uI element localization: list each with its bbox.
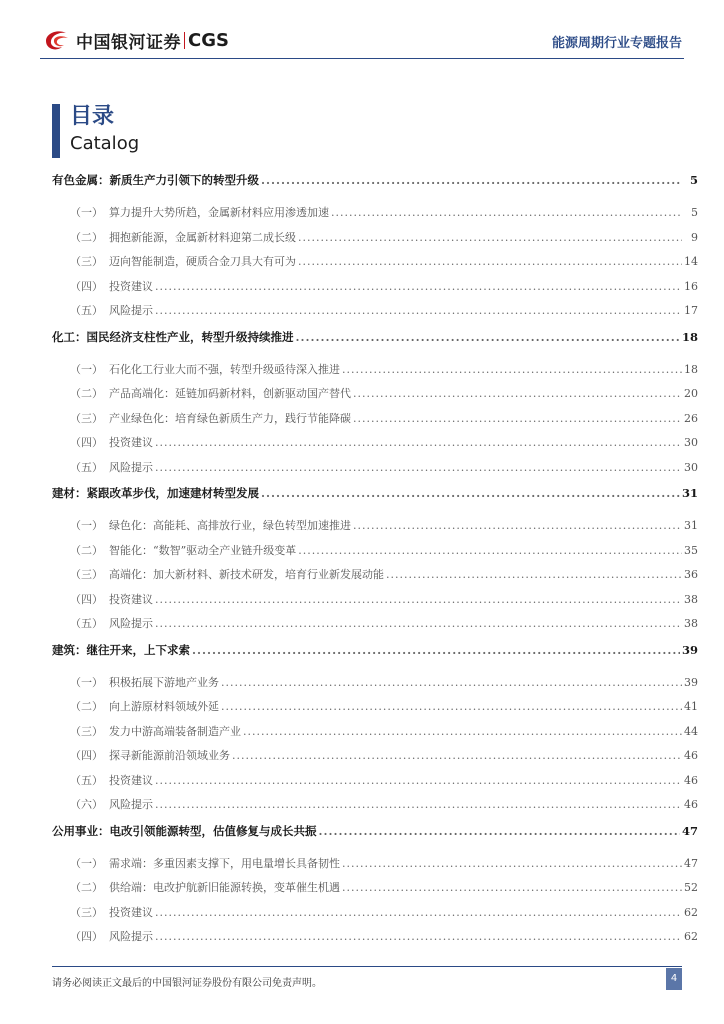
toc-item-title: 积极拓展下游地产业务 (109, 675, 219, 689)
toc-item-entry[interactable] (52, 278, 698, 303)
footer-divider (52, 966, 682, 967)
toc-spacer (52, 847, 698, 855)
toc-section-entry[interactable] (52, 172, 698, 196)
toc-item-title: 供给端：电改护航新旧能源转换，变革催生机遇 (109, 881, 340, 894)
toc-item-page: 30 (684, 436, 698, 449)
toc-section (52, 823, 698, 955)
toc-item-page: 20 (684, 387, 698, 400)
toc-spacer (52, 196, 698, 204)
toc-item-title: 风险提示 (109, 798, 153, 811)
toc-item-page: 38 (684, 592, 698, 606)
toc-item-entry[interactable] (52, 566, 698, 591)
toc-leader (155, 593, 682, 606)
table-of-contents (52, 172, 698, 955)
toc-item-title: 风险提示 (109, 930, 153, 943)
toc-item-entry[interactable] (52, 459, 698, 484)
toc-section-title: 公用事业：电改引领能源转型，估值修复与成长共振 (52, 823, 317, 838)
toc-leader (155, 906, 682, 919)
toc-section-entry[interactable] (52, 642, 698, 666)
toc-item-title: 石化化工行业大而不强，转型升级亟待深入推进 (109, 362, 340, 376)
toc-item-page: 44 (684, 724, 698, 738)
toc-item-entry[interactable] (52, 385, 698, 410)
toc-item-entry[interactable] (52, 542, 698, 567)
toc-leader (298, 231, 682, 244)
toc-section-entry[interactable] (52, 823, 698, 847)
toc-item-title: 产业绿色化：培育绿色新质生产力，践行节能降碳 (109, 411, 351, 425)
toc-item-number: （四） (70, 279, 103, 293)
toc-item-number: （四） (70, 930, 103, 943)
toc-item-page: 36 (684, 568, 698, 581)
toc-item-page: 14 (684, 255, 698, 268)
toc-item-entry[interactable] (52, 302, 698, 327)
toc-item-entry[interactable] (52, 204, 698, 229)
toc-leader (155, 774, 682, 787)
toc-item-entry[interactable] (52, 723, 698, 748)
toc-leader (155, 436, 682, 449)
toc-item-title: 智能化：“数智”驱动全产业链升级变革 (109, 543, 297, 557)
toc-item-entry[interactable] (52, 253, 698, 278)
toc-item-title: 投资建议 (109, 279, 153, 293)
toc-leader (353, 387, 682, 400)
toc-item-number: （一） (70, 206, 103, 219)
toc-item-entry[interactable] (52, 747, 698, 772)
toc-section (52, 642, 698, 823)
toc-item-page: 46 (684, 749, 698, 762)
toc-item-entry[interactable] (52, 410, 698, 435)
toc-item-number: （五） (70, 617, 103, 630)
toc-leader (319, 824, 680, 838)
toc-item-number: （五） (70, 460, 103, 474)
toc-item-page: 30 (684, 460, 698, 474)
toc-leader (155, 930, 682, 943)
toc-leader (243, 725, 682, 738)
toc-item-entry[interactable] (52, 772, 698, 797)
toc-item-number: （六） (70, 798, 103, 811)
toc-item-page: 16 (684, 279, 698, 293)
toc-item-page: 46 (684, 798, 698, 811)
toc-item-title: 需求端：多重因素支撑下，用电量增长具备韧性 (109, 856, 340, 870)
toc-item-title: 产品高端化：延链加码新材料，创新驱动国产替代 (109, 387, 351, 400)
toc-item-page: 46 (684, 773, 698, 787)
toc-leader (261, 486, 680, 500)
toc-item-page: 47 (684, 856, 698, 870)
toc-item-page: 41 (684, 700, 698, 713)
toc-section (52, 172, 698, 329)
toc-item-entry[interactable] (52, 591, 698, 616)
toc-spacer (52, 509, 698, 517)
footer-disclaimer: 请务必阅读正文最后的中国银河证券股份有限公司免责声明。 (52, 978, 322, 989)
toc-item-page: 52 (684, 881, 698, 894)
toc-leader (353, 519, 682, 532)
page-number: 4 (666, 968, 682, 990)
toc-section-entry[interactable] (52, 329, 698, 353)
toc-leader (342, 363, 682, 376)
toc-spacer (52, 353, 698, 361)
toc-item-title: 风险提示 (109, 460, 153, 474)
toc-leader (155, 280, 682, 293)
toc-leader (261, 173, 682, 187)
toc-item-page: 62 (684, 930, 698, 943)
toc-item-number: （三） (70, 724, 103, 738)
toc-leader (342, 881, 682, 894)
toc-section-page: 5 (689, 173, 698, 187)
toc-item-number: （三） (70, 568, 103, 581)
page-header (0, 0, 724, 70)
toc-spacer (52, 666, 698, 674)
toc-item-page: 17 (684, 304, 698, 317)
toc-item-entry[interactable] (52, 229, 698, 254)
toc-section-page: 47 (681, 823, 698, 838)
toc-item-page: 31 (684, 519, 698, 532)
toc-item-page: 62 (684, 905, 698, 919)
toc-leader (331, 206, 682, 219)
toc-section-page: 31 (681, 486, 698, 500)
toc-item-page: 26 (684, 411, 698, 425)
toc-section-page: 18 (681, 329, 698, 344)
toc-leader (155, 461, 682, 474)
toc-item-number: （一） (70, 675, 103, 689)
toc-item-entry[interactable] (52, 855, 698, 880)
toc-item-number: （五） (70, 304, 103, 317)
toc-item-number: （二） (70, 543, 103, 557)
toc-section (52, 329, 698, 486)
toc-item-page: 38 (684, 617, 698, 630)
toc-item-title: 风险提示 (109, 304, 153, 317)
toc-leader (155, 304, 682, 317)
toc-leader (342, 857, 682, 870)
toc-leader (298, 255, 682, 268)
toc-item-number: （二） (70, 387, 103, 400)
toc-item-title: 投资建议 (109, 436, 153, 449)
report-type: 能源周期行业专题报告 (551, 36, 682, 51)
toc-leader (155, 617, 682, 630)
toc-leader (221, 676, 682, 689)
toc-section-title: 有色金属：新质生产力引领下的转型升级 (52, 173, 259, 187)
toc-item-title: 拥抱新能源，金属新材料迎第二成长级 (109, 230, 296, 244)
toc-leader (221, 700, 682, 713)
toc-item-title: 发力中游高端装备制造产业 (109, 724, 241, 738)
toc-item-title: 风险提示 (109, 617, 153, 630)
toc-item-entry[interactable] (52, 517, 698, 542)
toc-item-number: （四） (70, 592, 103, 606)
header-divider (40, 58, 684, 59)
brand-logo (42, 27, 229, 53)
toc-item-number: （三） (70, 255, 103, 268)
toc-item-entry[interactable] (52, 796, 698, 821)
toc-leader (296, 330, 680, 344)
toc-item-entry[interactable] (52, 434, 698, 459)
toc-item-number: （二） (70, 230, 103, 244)
toc-leader (353, 412, 682, 425)
toc-title-en: Catalog (70, 133, 140, 154)
toc-item-page: 9 (691, 230, 698, 244)
toc-item-entry[interactable] (52, 904, 698, 929)
toc-item-title: 绿色化：高能耗、高排放行业，绿色转型加速推进 (109, 519, 351, 532)
toc-item-page: 18 (684, 362, 698, 376)
toc-item-entry[interactable] (52, 928, 698, 953)
toc-item-number: （一） (70, 856, 103, 870)
toc-item-number: （四） (70, 749, 103, 762)
toc-item-entry[interactable] (52, 615, 698, 640)
toc-item-title: 向上游原材料领域外延 (109, 700, 219, 713)
toc-item-title: 投资建议 (109, 592, 153, 606)
toc-item-title: 探寻新能源前沿领域业务 (109, 749, 230, 762)
toc-item-page: 35 (684, 543, 698, 557)
toc-section-page: 39 (681, 642, 698, 657)
toc-item-number: （三） (70, 411, 103, 425)
toc-item-page: 5 (691, 206, 698, 219)
toc-title-cn: 目录 (70, 104, 115, 129)
toc-item-title: 投资建议 (109, 905, 153, 919)
brand-name-cn: 中国银河证券 (76, 32, 181, 53)
toc-leader (232, 749, 682, 762)
logo-swirl-icon (42, 27, 72, 53)
toc-item-title: 高端化：加大新材料、新技术研发，培育行业新发展动能 (109, 568, 384, 581)
toc-item-number: （四） (70, 436, 103, 449)
toc-item-number: （一） (70, 362, 103, 376)
toc-item-title: 迈向智能制造，硬质合金刀具大有可为 (109, 255, 296, 268)
toc-item-entry[interactable] (52, 698, 698, 723)
toc-leader (386, 568, 682, 581)
toc-item-entry[interactable] (52, 674, 698, 699)
toc-item-number: （二） (70, 881, 103, 894)
toc-section-title: 化工：国民经济支柱性产业，转型升级持续推进 (52, 329, 294, 344)
toc-leader (298, 544, 682, 557)
toc-item-page: 39 (684, 675, 698, 689)
brand-separator (184, 32, 185, 49)
brand-name-en: CGS (188, 29, 229, 51)
toc-title-block (52, 104, 139, 158)
toc-section-title: 建材：紧跟改革步伐，加速建材转型发展 (52, 486, 259, 500)
toc-item-title: 投资建议 (109, 773, 153, 787)
toc-leader (192, 643, 680, 657)
toc-leader (155, 798, 682, 811)
toc-section-entry[interactable] (52, 485, 698, 509)
title-accent-bar (52, 104, 60, 158)
toc-item-entry[interactable] (52, 879, 698, 904)
toc-item-number: （三） (70, 905, 103, 919)
toc-spacer (52, 953, 698, 955)
toc-section-title: 建筑：继往开来，上下求索 (52, 642, 190, 657)
toc-section (52, 485, 698, 642)
toc-item-number: （五） (70, 773, 103, 787)
toc-item-number: （一） (70, 519, 103, 532)
toc-item-title: 算力提升大势所趋，金属新材料应用渗透加速 (109, 206, 329, 219)
toc-item-number: （二） (70, 700, 103, 713)
toc-item-entry[interactable] (52, 361, 698, 386)
